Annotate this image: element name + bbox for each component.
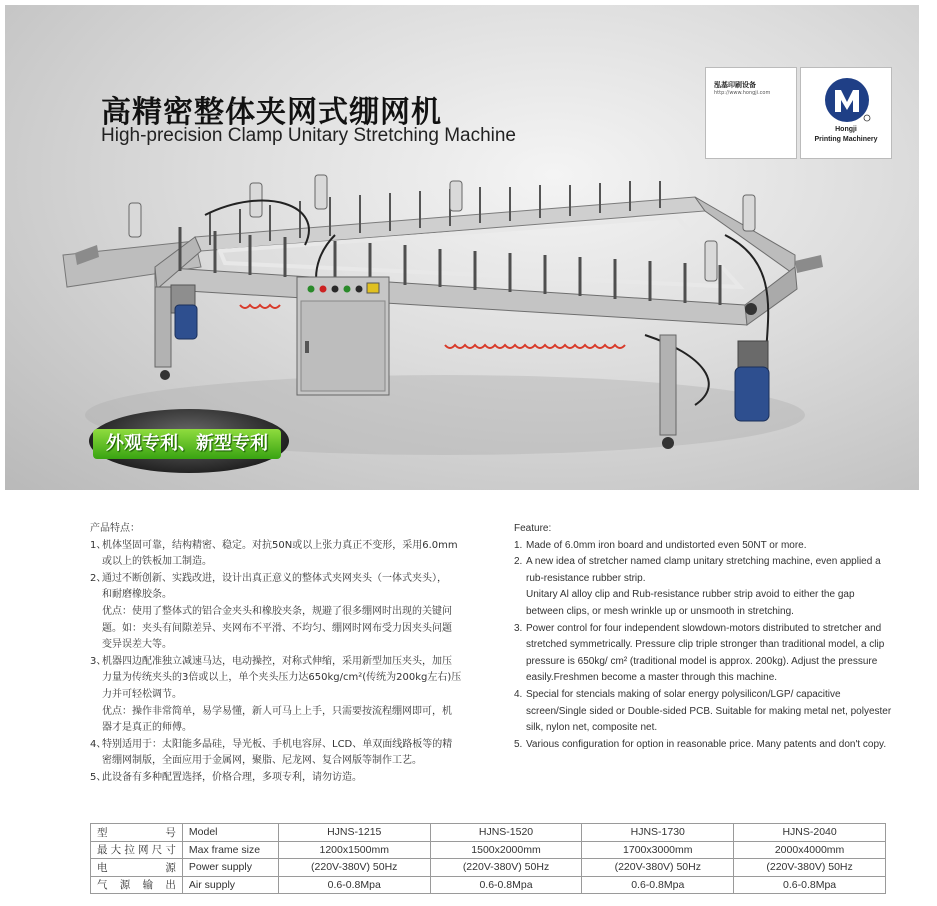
features-english bbox=[514, 521, 914, 753]
table-row bbox=[91, 841, 886, 859]
table-cell: 2000x4000mm bbox=[734, 841, 886, 859]
feature-en-2-line: Unitary Al alloy clip and Rub-resistance rubber strip avoid to either the gap bbox=[526, 589, 855, 601]
table-cell: 1500x2000mm bbox=[430, 841, 582, 859]
feature-cn-2-line: 优点：使用了整体式的铝合金夹头和橡胶夹条，规避了很多绷网时出现的关键问 bbox=[102, 605, 452, 617]
feature-en-3-line: pressure is 650kg/ cm² (traditional model is approx. 200kg). Adjust the pressure bbox=[526, 655, 878, 667]
brand-logo-card bbox=[800, 67, 892, 159]
spec-label-en: Max frame size bbox=[182, 841, 278, 859]
feature-en-4-line: silk, nylon net, composite net. bbox=[526, 722, 658, 734]
feature-cn-2-line: 题。如：夹头有间隙差异、夹网布不平滑、不均匀、绷网时网布受力因夹头问题 bbox=[102, 622, 452, 634]
feature-cn-1-line: 或以上的铁板加工制造。 bbox=[102, 556, 212, 568]
feature-en-4-line: screen/Single sided or Double-sided PCB. Suitable for making metal net, polyester bbox=[526, 705, 892, 717]
table-cell: HJNS-1730 bbox=[582, 824, 734, 842]
feature-en-1: 1. Made of 6.0mm iron board and undistorted even 50NT or more. bbox=[514, 539, 807, 551]
patent-badge bbox=[89, 409, 289, 473]
feature-en-2: 2. A new idea of stretcher named clamp unitary stretching machine, even applied a bbox=[514, 556, 881, 568]
feature-cn-3-line: 优点：操作非常简单，易学易懂，新人可马上上手，只需要按流程绷网即可，机 bbox=[102, 705, 452, 717]
feature-cn-2-line: 变异误差大等。 bbox=[102, 639, 172, 651]
table-row bbox=[91, 876, 886, 894]
table-cell: 0.6-0.8Mpa bbox=[582, 876, 734, 894]
page-title-cn: 高精密整体夹网式绷网机 bbox=[101, 95, 442, 130]
table-cell: (220V-380V) 50Hz bbox=[582, 859, 734, 877]
spec-label-en: Model bbox=[182, 824, 278, 842]
spec-label-en: Power supply bbox=[182, 859, 278, 877]
table-cell: HJNS-1520 bbox=[430, 824, 582, 842]
table-row bbox=[91, 824, 886, 842]
patent-badge-label: 外观专利、新型专利 bbox=[93, 429, 281, 459]
hero-banner bbox=[5, 5, 919, 490]
feature-en-2-line: between clips, or mesh wrinkle up or unsmooth in stretching. bbox=[526, 605, 794, 617]
feature-cn-1: 1、机体坚固可靠，结构精密、稳定。对抗50N或以上张力真正不变形，采用6.0mm bbox=[90, 539, 458, 551]
features-chinese bbox=[90, 521, 470, 787]
feature-cn-5: 5、此设备有多种配置选择，价格合理，多项专利，请勿访造。 bbox=[90, 771, 362, 783]
feature-cn-3-line: 器才是真正的师傅。 bbox=[102, 722, 192, 734]
feature-cn-4: 4、特别适用于：太阳能多晶硅，导光板、手机电容屏、LCD、单双面线路板等的精 bbox=[90, 738, 453, 750]
table-row bbox=[91, 859, 886, 877]
feature-cn-3: 3、机器四边配准独立减速马达，电动操控，对称式伸缩，采用新型加压夹头，加压 bbox=[90, 655, 452, 667]
spec-label-cn: 型号 bbox=[91, 824, 183, 842]
page-title-en: High-precision Clamp Unitary Stretching Machine bbox=[101, 125, 517, 146]
spec-label-cn: 电源 bbox=[91, 859, 183, 877]
hongji-logo-icon bbox=[823, 76, 871, 124]
feature-en-4: 4. Special for stencials making of solar energy polysilicon/LGP/ capacitive bbox=[514, 688, 841, 700]
table-cell: 1200x1500mm bbox=[278, 841, 430, 859]
features-en-heading: Feature: bbox=[514, 523, 552, 534]
table-cell: 0.6-0.8Mpa bbox=[278, 876, 430, 894]
table-cell: 1700x3000mm bbox=[582, 841, 734, 859]
company-url: http://www.hongji.com bbox=[714, 90, 771, 96]
brand-subtitle: Printing Machinery bbox=[814, 136, 878, 143]
feature-en-2-line: rub-resistance rubber strip. bbox=[526, 572, 646, 584]
feature-en-3-line: stretched symmetrically. Pressure clip triple stronger than traditional model, a clip bbox=[526, 639, 885, 651]
table-cell: 0.6-0.8Mpa bbox=[430, 876, 582, 894]
spec-table bbox=[90, 823, 886, 894]
table-cell: HJNS-1215 bbox=[278, 824, 430, 842]
table-cell: (220V-380V) 50Hz bbox=[430, 859, 582, 877]
features-cn-heading: 产品特点： bbox=[90, 523, 140, 534]
table-cell: (220V-380V) 50Hz bbox=[278, 859, 430, 877]
brand-name: Hongji bbox=[835, 126, 857, 133]
feature-en-3: 3. Power control for four independent slowdown-motors distributed to stretcher and bbox=[514, 622, 882, 634]
spec-label-cn: 最大拉网尺寸 bbox=[91, 841, 183, 859]
table-cell: (220V-380V) 50Hz bbox=[734, 859, 886, 877]
table-cell: 0.6-0.8Mpa bbox=[734, 876, 886, 894]
table-cell: HJNS-2040 bbox=[734, 824, 886, 842]
feature-en-5: 5. Various configuration for option in reasonable price. Many patents and don't copy. bbox=[514, 738, 887, 750]
company-name-card bbox=[705, 67, 797, 159]
feature-cn-2-line: 和耐磨橡胶条。 bbox=[102, 589, 172, 601]
company-name-cn: 泓基印刷设备 bbox=[714, 81, 756, 89]
feature-cn-2: 2、通过不断创新、实践改进，设计出真正意义的整体式夹网夹头（一体式夹头）， bbox=[90, 572, 447, 584]
feature-en-3-line: easily.Freshmen become a master through this machine. bbox=[526, 672, 778, 684]
feature-cn-3-line: 力量为传统夹头的3倍或以上，单个夹头压力达650kg/cm²(传统为200kg左右)压 bbox=[102, 672, 462, 684]
spec-label-en: Air supply bbox=[182, 876, 278, 894]
spec-label-cn: 气源输出 bbox=[91, 876, 183, 894]
feature-cn-3-line: 力并可轻松调节。 bbox=[102, 688, 182, 700]
feature-cn-4-line: 密绷网制版，全面应用于金属网，聚脂、尼龙网、复合网版等制作工艺。 bbox=[102, 755, 422, 767]
